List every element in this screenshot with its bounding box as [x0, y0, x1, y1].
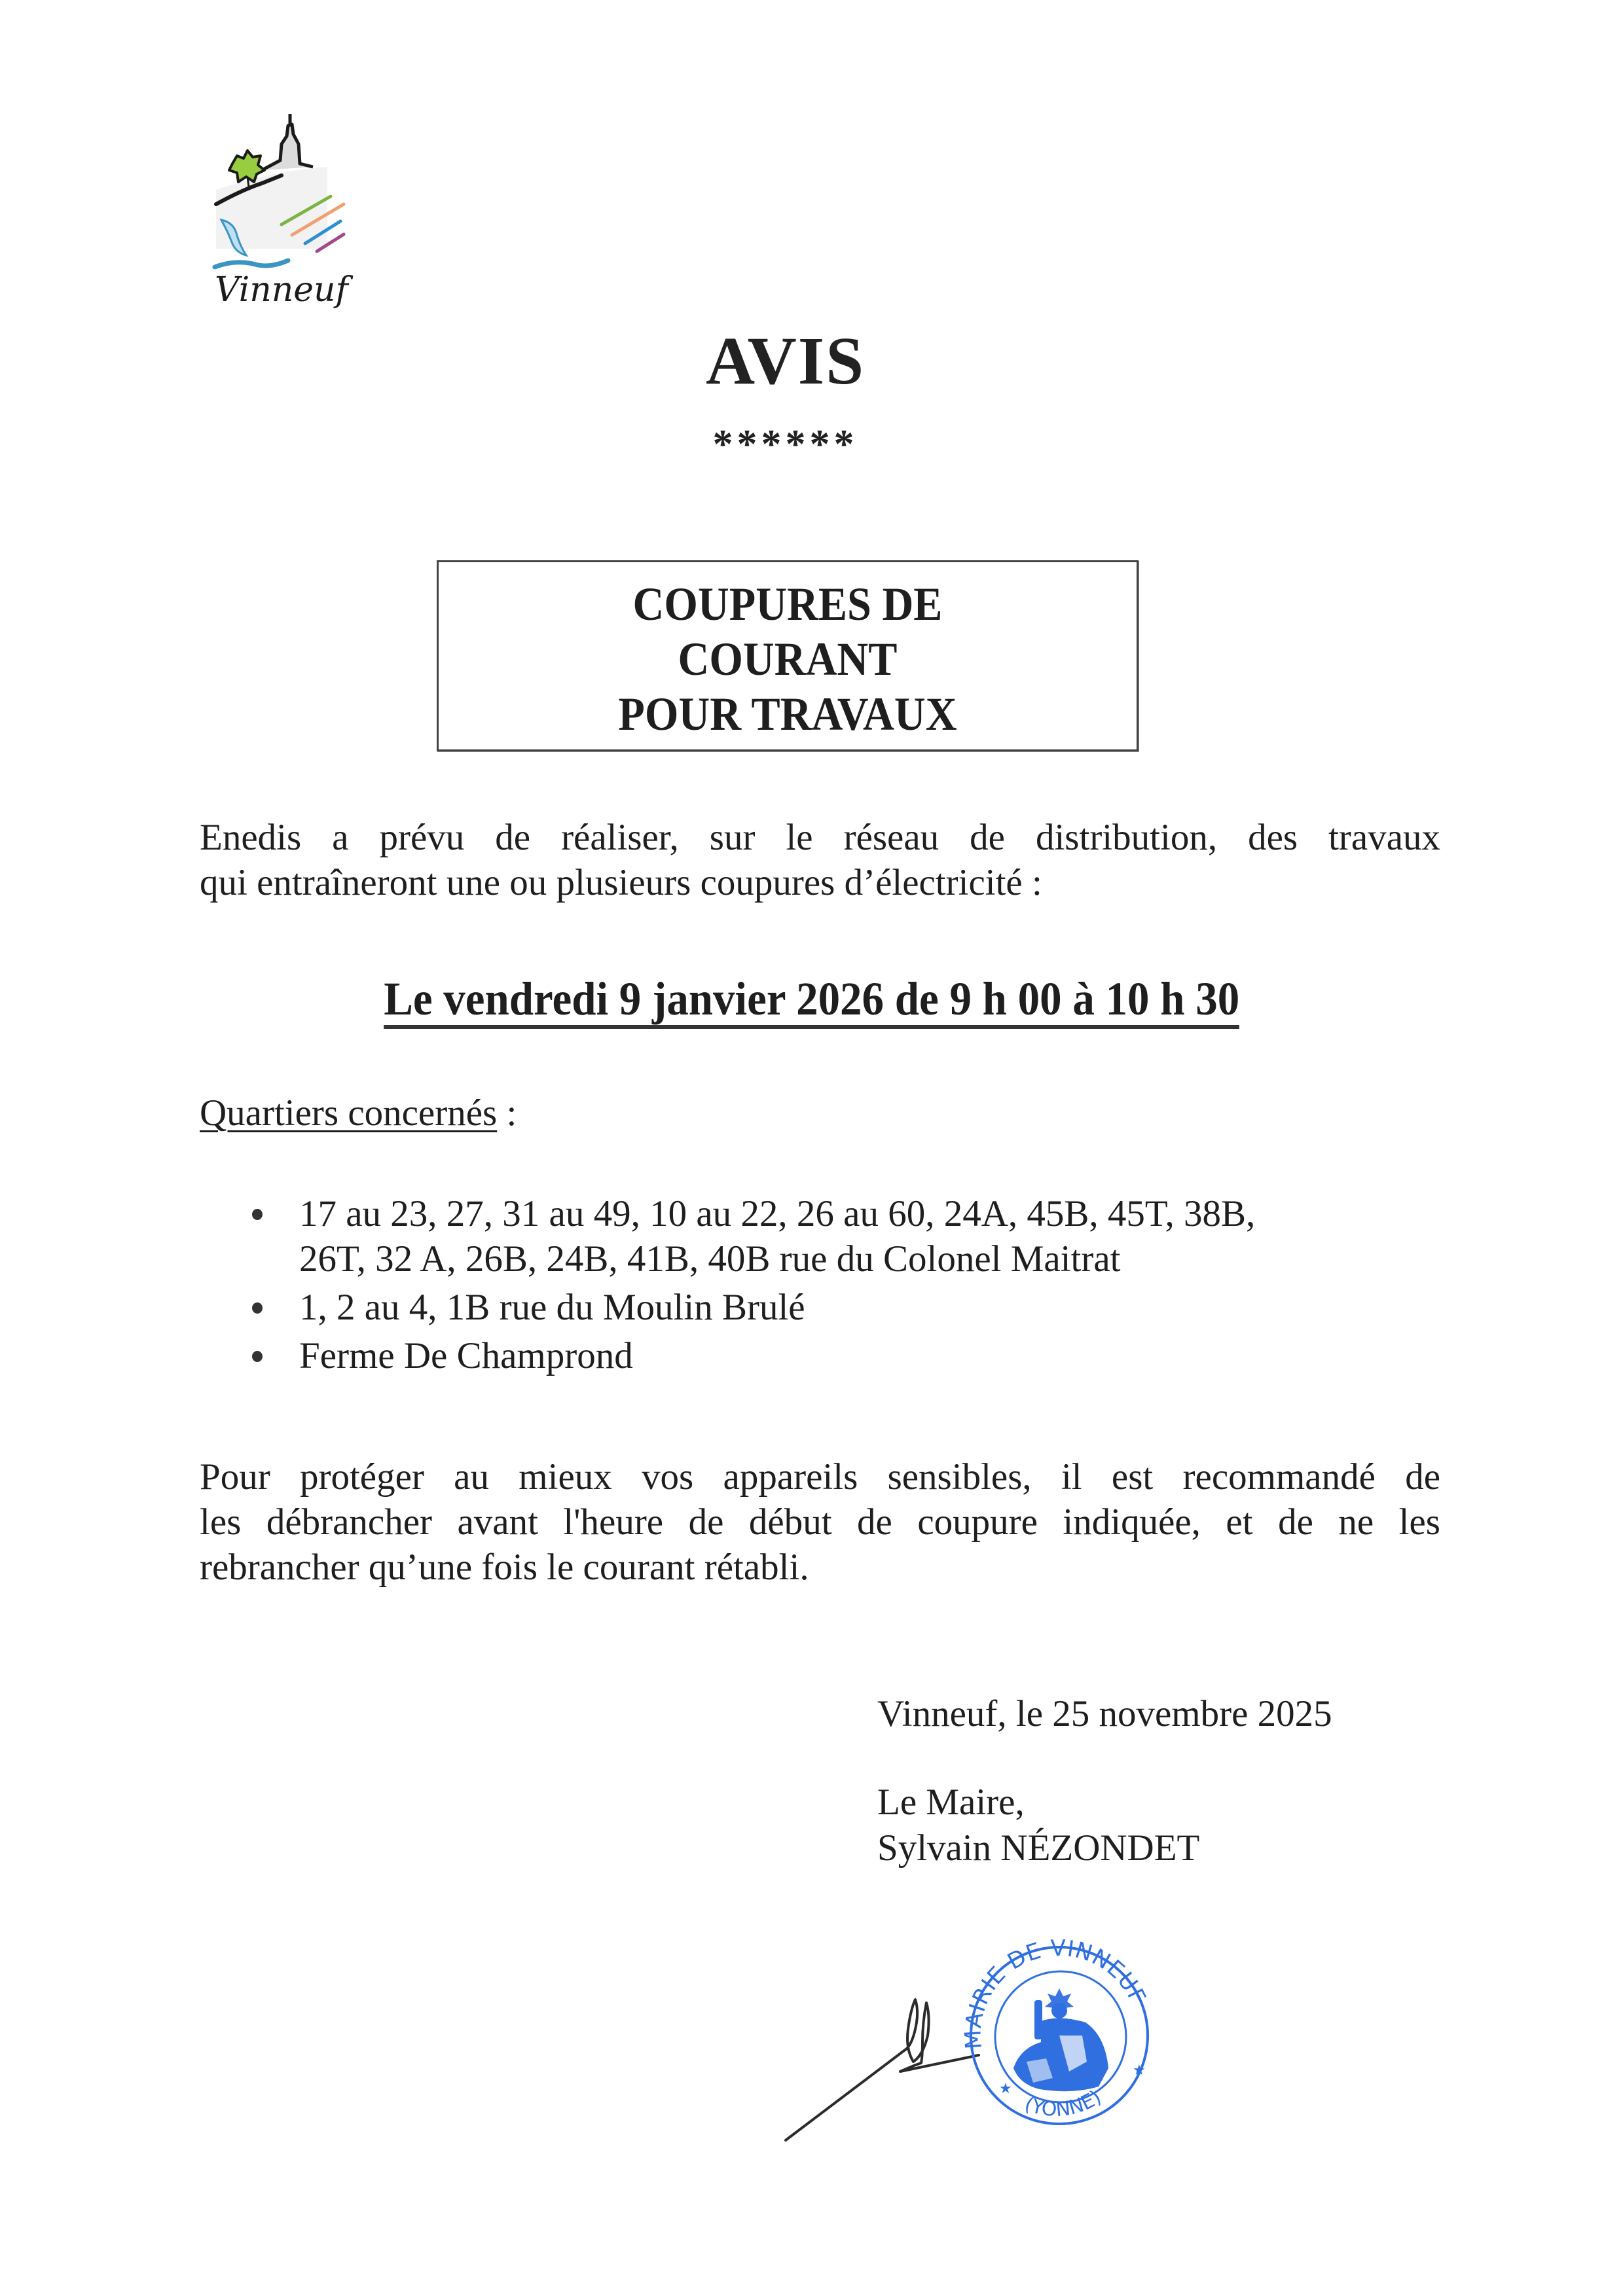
town-hall-stamp	[961, 1937, 1158, 2127]
outage-datetime-text: Le vendredi 9 janvier 2026 de 9 h 00 à 10 h 30	[384, 975, 1239, 1029]
intro-line-1: Enedis a prévu de réaliser, sur le réseau de distribution, des travaux	[200, 817, 1440, 858]
heading-line-1: COUPURES DE	[632, 578, 943, 630]
signatory-name: Sylvain NÉZONDET	[877, 1827, 1200, 1869]
bullet-icon	[252, 1209, 263, 1220]
logo-text: Vinneuf	[215, 270, 348, 310]
advice-line-1: Pour protéger au mieux vos appareils sensibles, il est recommandé de	[200, 1456, 1440, 1498]
stamp-top-text: MAIRIE DE VINNEUF	[960, 1935, 1152, 2051]
advice-line-3: rebrancher qu’une fois le courant rétabli.	[200, 1547, 809, 1588]
intro-paragraph	[200, 815, 1440, 905]
signature-icon	[782, 1983, 992, 2147]
affected-areas-label	[200, 1094, 517, 1132]
heading-box	[437, 560, 1139, 751]
stamp-bottom-text: (YONNE)	[1021, 2085, 1106, 2122]
area-text-line-2: 26T, 32 A, 26B, 24B, 41B, 40B rue du Colonel Maitrat	[299, 1238, 1121, 1280]
list-item	[246, 1333, 1444, 1378]
area-text: 1, 2 au 4, 1B rue du Moulin Brulé	[299, 1287, 805, 1328]
stamp-seal-icon	[961, 1937, 1158, 2127]
heading-line-2: COURANT	[678, 633, 898, 685]
affected-areas-colon: :	[497, 1092, 517, 1134]
affected-areas-list	[246, 1191, 1444, 1382]
advice-line-2: les débrancher avant l'heure de début de coupure indiquée, et de ne les	[200, 1501, 1440, 1543]
place-and-date: Vinneuf, le 25 novembre 2025	[877, 1693, 1332, 1734]
heading-line-3: POUR TRAVAUX	[618, 688, 957, 740]
list-item	[246, 1285, 1444, 1330]
bullet-icon	[252, 1302, 263, 1314]
handwritten-signature	[782, 1983, 992, 2147]
vinneuf-town-logo-icon	[196, 105, 354, 310]
intro-line-2: qui entraîneront une ou plusieurs coupures d’électricité :	[200, 862, 1042, 903]
area-text: Ferme De Champrond	[299, 1335, 633, 1376]
stamp-star-icon: ★	[999, 2080, 1012, 2096]
bullet-icon	[252, 1351, 263, 1362]
title-separator-stars: ******	[712, 422, 858, 467]
area-text-line-1: 17 au 23, 27, 31 au 49, 10 au 22, 26 au 60, 24A, 45B, 45T, 38B,	[299, 1193, 1256, 1234]
list-item	[246, 1191, 1444, 1282]
affected-areas-heading: Quartiers concernés	[200, 1092, 498, 1134]
stamp-star-icon: ★	[1133, 2062, 1146, 2078]
outage-datetime	[0, 975, 1623, 1029]
signatory-role: Le Maire,	[877, 1782, 1025, 1823]
marianne-figure-icon	[1013, 1988, 1108, 2091]
advice-paragraph	[200, 1454, 1440, 1590]
notice-title: AVIS	[705, 323, 866, 399]
vinneuf-logo	[196, 105, 354, 310]
